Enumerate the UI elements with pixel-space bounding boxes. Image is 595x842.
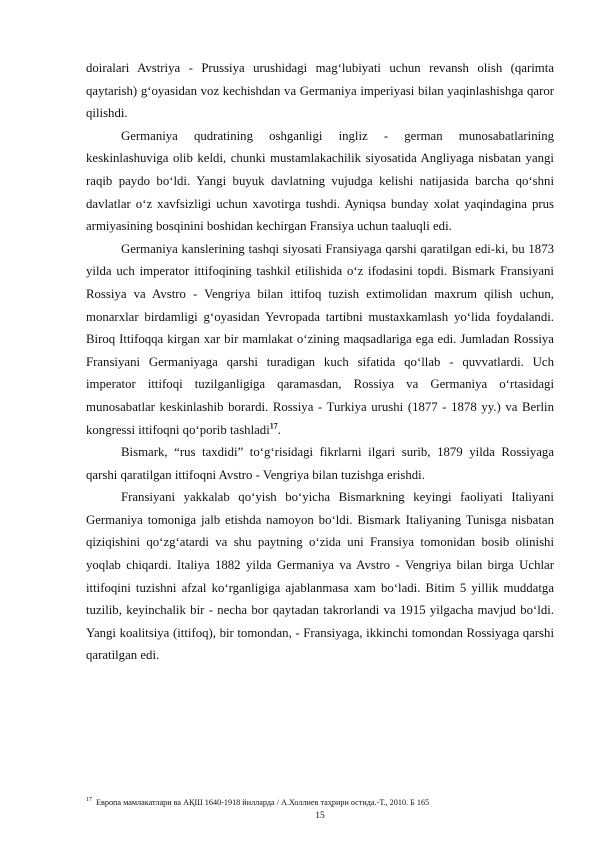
paragraph-2: Germaniya qudratining oshganligi ingliz - german munosabatlarining keskinlashuviga olib keldi, chunki mustamlakachilik siyosatida Angliyaga nisbatan yangi raqib paydo bo‘ldi. Yangi buyuk davlatning vujudga kelishi natijasida barcha qo‘shni davlatlar o‘z xavfsizligi uchun xavotirga tushdi. Ayniqsa bunday xolat yaqindagina prus armiyasining bosqinini boshidan kechirgan Fransiya uchun taaluqli edi. xyxy=(86,128,554,234)
footnote-text: Европа мамлакатлари ва АҚШ 1640-1918 йилларда / А.Холлиев таҳрири остида.-Т., 2010. Б 165 xyxy=(96,798,430,807)
paragraph-3-text: Germaniya kanslerining tashqi siyosati Fransiyaga qarshi qaratilgan edi-ki, bu 1873 yilda uch imperator ittifoqining tashkil etilishida o‘z ifodasini topdi. Bismark Fransiyani Rossiya va Avstro - Vengriya bilan ittifoq tuzish extimolidan maxrum qilish uchun, monarxlar birdamligi g‘oyasidan Yevropada tartibni mustaxkamlash yo‘lida foydalandi. Biroq Ittifoqqa kirgan xar bir mamlakat o‘zining maqsadlariga ega edi. Jumladan Rossiya Fransiyani Germaniyaga qarshi turadigan kuch sifatida qo‘llab - quvvatlardi. Uch imperator ittifoqi tuzilganligiga qaramasdan, Rossiya va Germaniya o‘rtasidagi munosabatlar keskinlashib borardi. Rossiya - Turkiya urushi (1877 - 1878 yy.) va Berlin kongressi ittifoqni qo‘porib tashladi xyxy=(86,241,554,437)
paragraph-1: doiralari Avstriya - Prussiya urushidagi mag‘lubiyati uchun revansh olish (qarimta qaytarish) g‘oyasidan voz kechishdan va Germaniya imperiyasi bilan yaqinlashishga qaror qilishdi. xyxy=(86,61,554,121)
paragraph-5: Fransiyani yakkalab qo‘yish bo‘yicha Bismarkning keyingi faoliyati Italiyani Germaniya tomoniga jalb etishda namoyon bo‘ldi. Bismark Italiyaning Tunisga nisbatan qiziqishini qo‘zg‘atardi va shu paytning o‘zida uni Fransiya tomonidan bosib olinishi yoqlab chiqardi. Italiya 1882 yilda Germaniya va Avstro - Vengriya bilan birga Uchlar ittifoqini tuzishni afzal ko‘rganligiga ajablanmasa xam bo‘ladi. Bitim 5 yillik muddatga tuzilib, keyinchalik bir - necha bor qaytadan takrorlandi va 1915 yilgacha mavjud bo‘ldi. Yangi koalitsiya (ittifoq), bir tomondan, - Fransiyaga, ikkinchi tomondan Rossiyaga qarshi qaratilgan edi. xyxy=(86,490,554,663)
paragraph-3-end: . xyxy=(277,422,281,437)
footnote-number: 17 xyxy=(86,797,92,804)
document-body xyxy=(86,57,554,667)
paragraph-4: Bismark, “rus taxdidi” to‘g‘risidagi fikrlarni ilgari surib, 1879 yilda Rossiyaga qarshi qaratilgan ittifoqni Avstro - Vengriya bilan tuzishga erishdi. xyxy=(86,445,554,482)
paragraph-3 xyxy=(86,238,554,441)
footnote-reference[interactable]: 17 xyxy=(269,421,278,431)
footnote xyxy=(86,797,554,808)
page-number: 15 xyxy=(315,811,325,821)
